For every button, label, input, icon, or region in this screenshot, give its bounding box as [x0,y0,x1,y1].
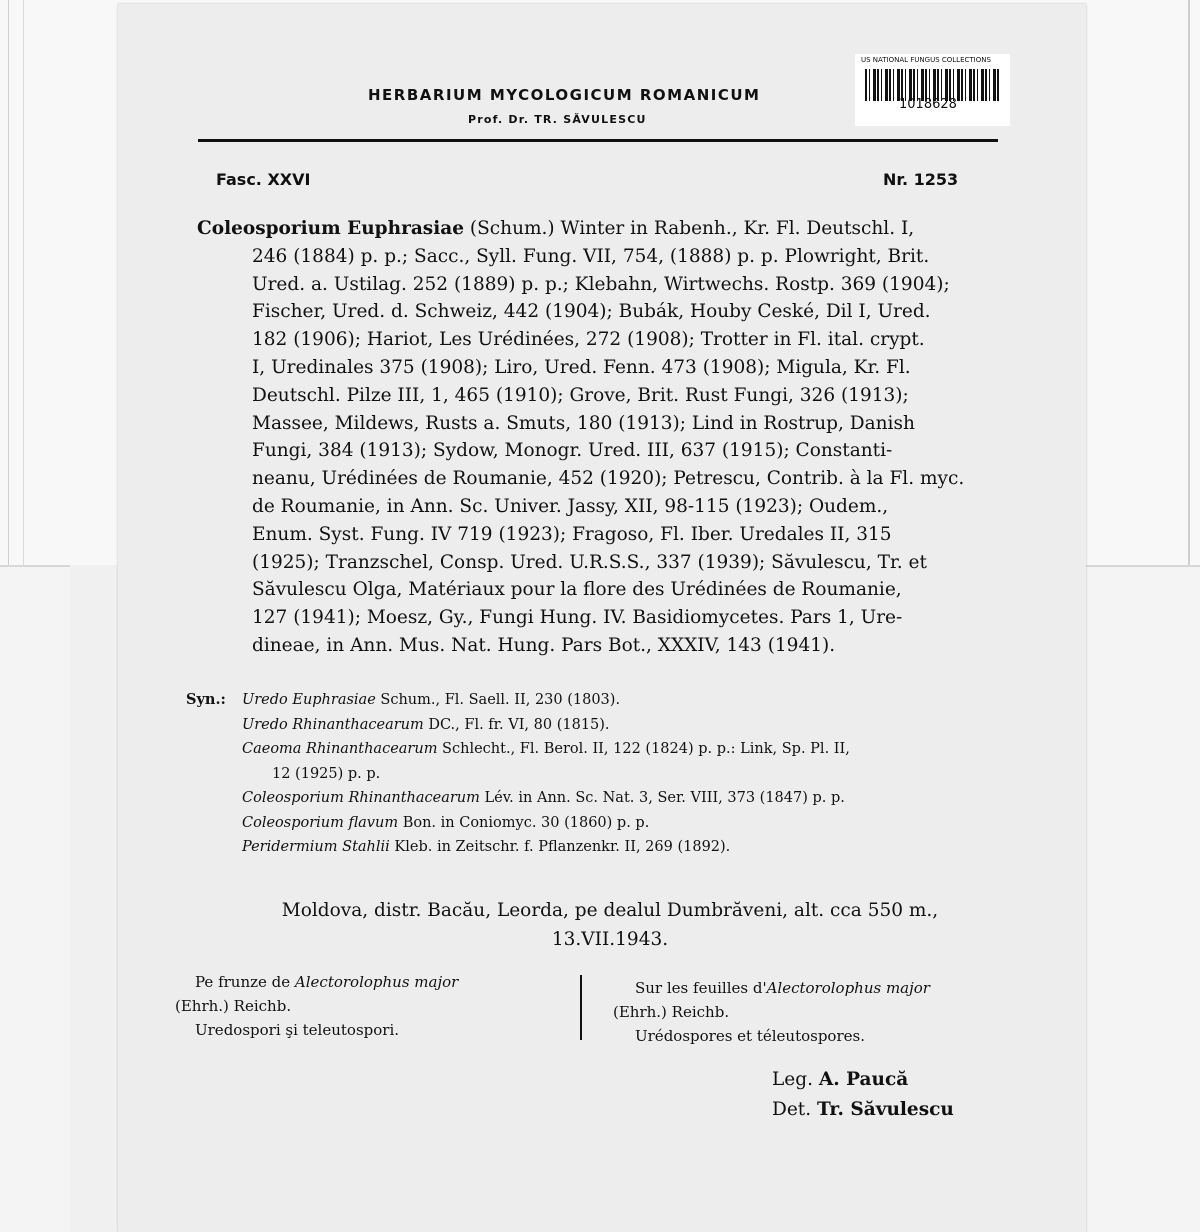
citation-line: 182 (1906); Hariot, Les Urédinées, 272 (1908); Trotter in Fl. ital. crypt. [252,329,925,351]
species-name: Coleosporium Euphrasiae [197,218,465,239]
barcode-label [855,54,1010,126]
lower-backing [70,565,118,1232]
citation-line: dineae, in Ann. Mus. Nat. Hung. Pars Bot., XXXIV, 143 (1941). [252,634,836,656]
substrate-romanian [175,970,560,1042]
backing-sheet-edge [1188,0,1190,565]
substrate-french [613,976,1008,1048]
citation-line: I, Uredinales 375 (1908); Liro, Ured. Fenn. 473 (1908); Migula, Kr. Fl. [252,356,911,378]
determinavit-line: Det. Tr. Săvulescu [772,1099,954,1120]
citation-line: Săvulescu Olga, Matériaux pour la flore des Urédinées de Roumanie, [252,579,902,601]
collection-locality [150,896,1070,954]
citation-line: Enum. Syst. Fung. IV 719 (1923); Fragoso, Fl. Iber. Uredales II, 315 [252,523,892,545]
specimen-number: Nr. 1253 [883,170,959,189]
host-name: Alectorolophus major [766,979,930,997]
synonym-row: Coleosporium flavum Bon. in Coniomyc. 30 (1860) p. p. [242,814,650,831]
legit-line: Leg. A. Paucă [772,1069,909,1090]
synonym-row: 12 (1925) p. p. [272,765,381,782]
citation-line: 127 (1941); Moesz, Gy., Fungi Hung. IV. Basidiomycetes. Pars 1, Ure- [252,607,903,629]
host-name: Alectorolophus major [294,973,459,991]
substrate-line: Sur les feuilles d'Alectorolophus major [635,979,930,997]
substrate-line: Uredospori şi teleutospori. [195,1021,400,1039]
synonyms-block [186,688,1006,860]
collector-block [772,1065,954,1125]
substrate-line: Urédospores et téleutospores. [635,1027,865,1045]
citation-line: de Roumanie, in Ann. Sc. Univer. Jassy, XII, 98-115 (1923); Oudem., [252,495,889,517]
synonyms-label: Syn.: [186,691,226,708]
synonym-row: Peridermium Stahlii Kleb. in Zeitschr. f. Pflanzenkr. II, 269 (1892). [242,839,731,855]
fascicle-number: Fasc. XXVI [216,170,311,189]
herbarium-title: HERBARIUM MYCOLOGICUM ROMANICUM [368,86,761,104]
column-divider [580,975,582,1040]
citation-line: Coleosporium Euphrasiae (Schum.) Winter in Rabenh., Kr. Fl. Deutschl. I, [197,218,915,239]
citation-line: Fischer, Ured. d. Schweiz, 442 (1904); Bubák, Houby Ceské, Dil I, Ured. [252,301,931,323]
locality-text: Moldova, distr. Bacău, Leorda, pe dealul Dumbrăveni, alt. cca 550 m., [281,900,939,921]
synonym-row: Syn.: Uredo Euphrasiae Schum., Fl. Saell. II, 230 (1803). [186,688,1006,713]
substrate-line: (Ehrh.) Reichb. [175,997,292,1015]
species-citation [197,215,1002,660]
herbarium-subtitle: Prof. Dr. TR. SĂVULESCU [468,113,647,126]
collector-name: A. Paucă [818,1069,909,1090]
header-rule [198,139,998,142]
substrate-line: Pe frunze de Alectorolophus major [195,973,459,991]
barcode-number: 1018628 [899,97,957,112]
citation-line: Deutschl. Pilze III, 1, 465 (1910); Grove, Brit. Rust Fungi, 326 (1913); [252,384,909,406]
citation-line: Massee, Mildews, Rusts a. Smuts, 180 (1913); Lind in Rostrup, Danish [252,412,915,434]
collection-date: 13.VII.1943. [551,929,669,950]
substrate-line: (Ehrh.) Reichb. [613,1003,730,1021]
synonym-row: Caeoma Rhinanthacearum Schlecht., Fl. Berol. II, 122 (1824) p. p.: Link, Sp. Pl. II, [242,741,850,757]
backing-sheet-fold [8,0,24,565]
citation-line: neanu, Urédinées de Roumanie, 452 (1920); Petrescu, Contrib. à la Fl. myc. [252,468,965,490]
citation-line: Ured. a. Ustilag. 252 (1889) p. p.; Klebahn, Wirtwechs. Rostp. 369 (1904); [252,273,950,295]
determiner-name: Tr. Săvulescu [817,1099,954,1120]
barcode-collection-name: US NATIONAL FUNGUS COLLECTIONS [861,56,991,64]
citation-line: (1925); Tranzschel, Consp. Ured. U.R.S.S., 337 (1939); Săvulescu, Tr. et [252,551,927,573]
citation-line: Fungi, 384 (1913); Sydow, Monogr. Ured. III, 637 (1915); Constanti- [252,440,893,462]
synonym-row: Coleosporium Rhinanthacearum Lév. in Ann. Sc. Nat. 3, Ser. VIII, 373 (1847) p. p. [242,790,845,806]
citation-line: 246 (1884) p. p.; Sacc., Syll. Fung. VII, 754, (1888) p. p. Plowright, Brit. [252,245,930,267]
synonym-row: Uredo Rhinanthacearum DC., Fl. fr. VI, 80 (1815). [242,716,610,733]
